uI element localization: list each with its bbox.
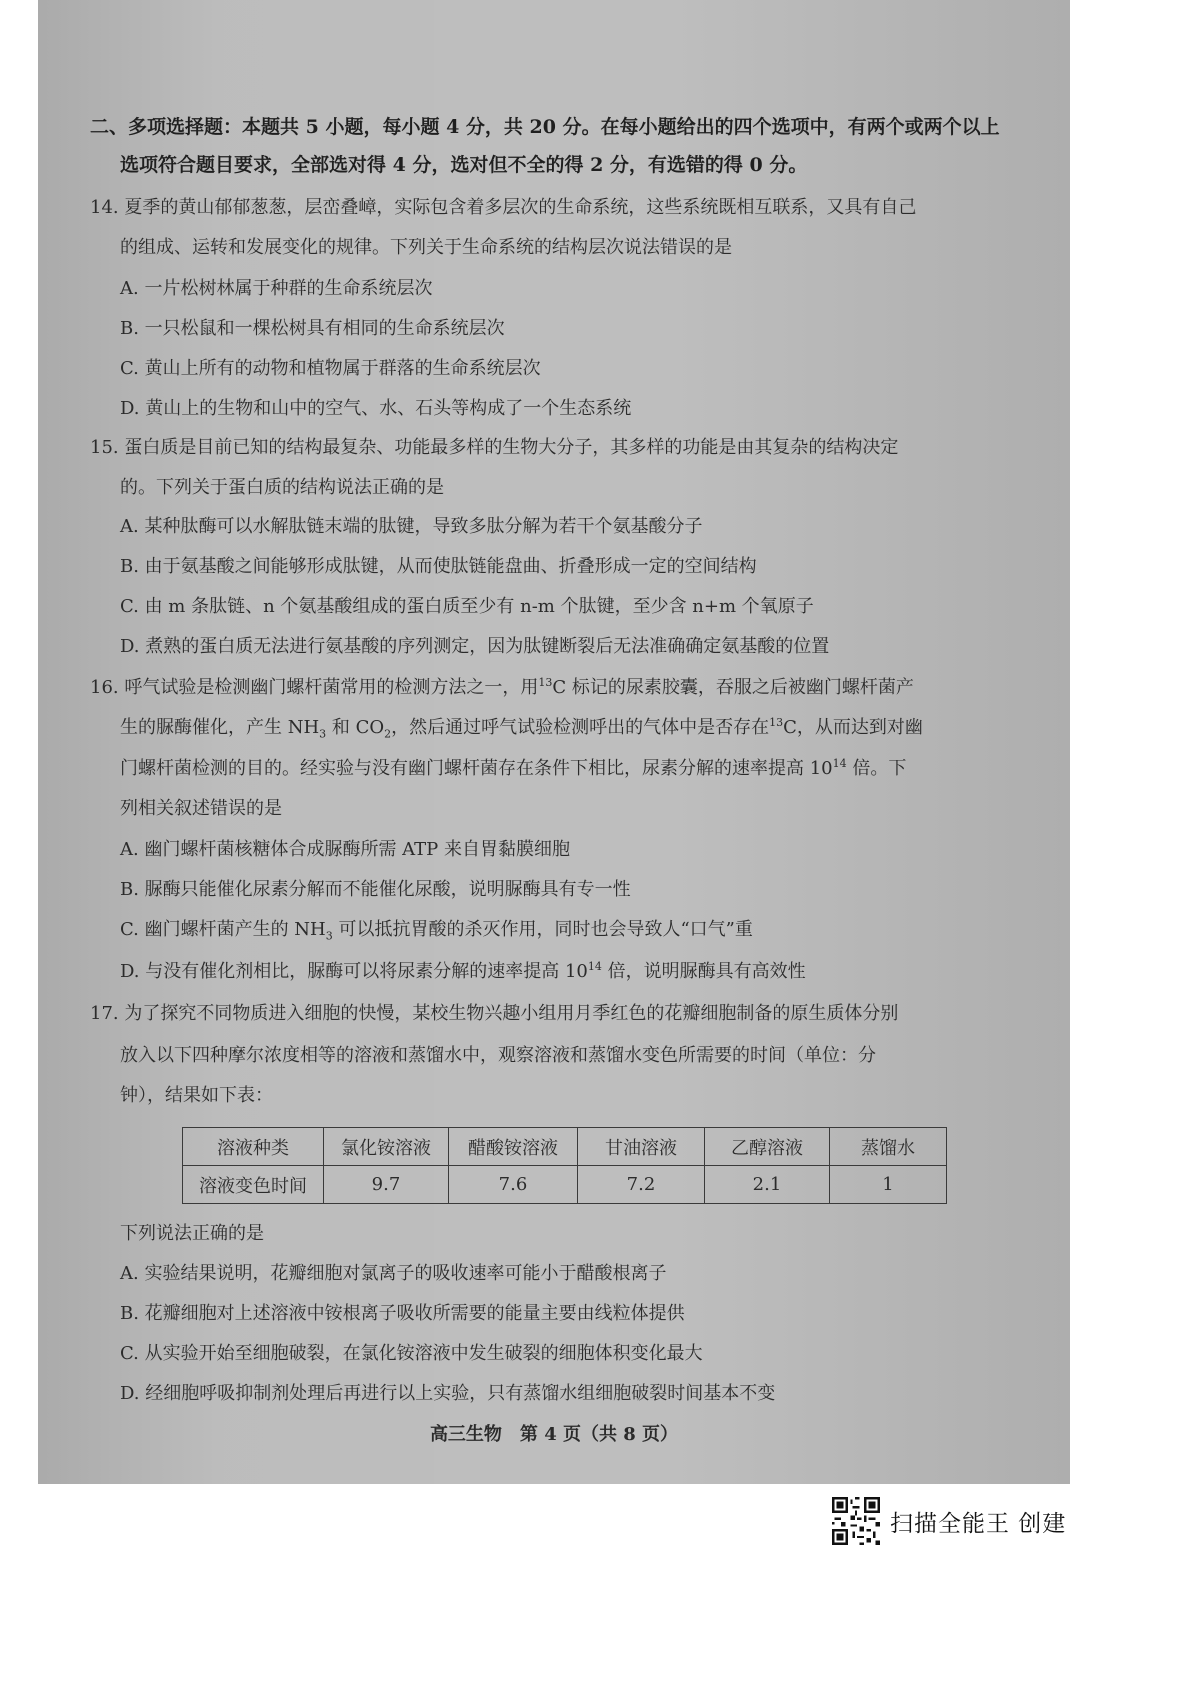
superscript: 13 xyxy=(538,676,553,689)
table-cell: 醋酸铵溶液 xyxy=(449,1128,578,1166)
q15-stem-line2: 的。下列关于蛋白质的结构说法正确的是 xyxy=(120,477,444,498)
q16-text: C 标记的尿素胶囊，吞服之后被幽门螺杆菌产 xyxy=(552,677,914,698)
q16-text: ，然后通过呼气试验检测呼出的气体中是否存在 xyxy=(391,717,770,738)
page-footer: 高三生物 第 4 页（共 8 页） xyxy=(429,1424,679,1445)
q16-text: 生的脲酶催化，产生 NH xyxy=(120,717,320,738)
q17-option-d: D. 经细胞呼吸抑制剂处理后再进行以上实验，只有蒸馏水组细胞破裂时间基本不变 xyxy=(120,1383,776,1404)
q15-option-b: B. 由于氨基酸之间能够形成肽键，从而使肽链能盘曲、折叠形成一定的空间结构 xyxy=(120,556,757,577)
q14-option-c: C. 黄山上所有的动物和植物属于群落的生命系统层次 xyxy=(120,358,541,379)
section-heading-line2: 选项符合题目要求，全部选对得 4 分，选对但不全的得 2 分，有选错的得 0 分。 xyxy=(120,154,808,176)
q16-text: 可以抵抗胃酸的杀灭作用，同时也会导致人“口气”重 xyxy=(332,919,753,940)
table-cell: 溶液种类 xyxy=(183,1128,324,1166)
q16-option-b: B. 脲酶只能催化尿素分解而不能催化尿酸，说明脲酶具有专一性 xyxy=(120,879,631,900)
table-cell: 7.2 xyxy=(578,1166,705,1204)
scanned-page xyxy=(38,0,1070,1484)
table-cell: 9.7 xyxy=(324,1166,449,1204)
scanner-watermark xyxy=(832,1496,1066,1546)
q17-prompt: 下列说法正确的是 xyxy=(120,1223,264,1244)
q17-stem-line1: 17. 为了探究不同物质进入细胞的快慢，某校生物兴趣小组用月季红色的花瓣细胞制备的原生质体分别 xyxy=(90,1003,899,1024)
scanner-watermark-text: 扫描全能王 创建 xyxy=(890,1510,1067,1537)
q16-text: C. 幽门螺杆菌产生的 NH xyxy=(120,919,326,940)
q17-stem-line2: 放入以下四种摩尔浓度相等的溶液和蒸馏水中，观察溶液和蒸馏水变色所需要的时间（单位：分 xyxy=(120,1045,876,1066)
q16-text: 16. 呼气试验是检测幽门螺杆菌常用的检测方法之一，用 xyxy=(90,677,539,698)
table-row xyxy=(183,1166,947,1204)
q15-stem-line1: 15. 蛋白质是目前已知的结构最复杂、功能最多样的生物大分子，其多样的功能是由其复杂的结构决定 xyxy=(90,437,899,458)
q14-option-d: D. 黄山上的生物和山中的空气、水、石头等构成了一个生态系统 xyxy=(120,398,632,419)
superscript: 13 xyxy=(769,716,784,729)
qr-code-icon xyxy=(832,1497,880,1545)
q16-text: 门螺杆菌检测的目的。经实验与没有幽门螺杆菌存在条件下相比，尿素分解的速率提高 10 xyxy=(120,758,833,779)
subscript: 3 xyxy=(319,727,327,741)
q17-option-a: A. 实验结果说明，花瓣细胞对氯离子的吸收速率可能小于醋酸根离子 xyxy=(120,1263,667,1284)
q17-option-b: B. 花瓣细胞对上述溶液中铵根离子吸收所需要的能量主要由线粒体提供 xyxy=(120,1303,685,1324)
q16-text: C，从而达到对幽 xyxy=(783,717,923,738)
table-cell: 2.1 xyxy=(705,1166,830,1204)
table-cell: 7.6 xyxy=(449,1166,578,1204)
q16-text: D. 与没有催化剂相比，脲酶可以将尿素分解的速率提高 10 xyxy=(120,961,588,982)
q17-results-table xyxy=(182,1127,947,1204)
q14-stem-line2: 的组成、运转和发展变化的规律。下列关于生命系统的结构层次说法错误的是 xyxy=(120,237,732,258)
table-cell: 乙醇溶液 xyxy=(705,1128,830,1166)
q14-option-b: B. 一只松鼠和一棵松树具有相同的生命系统层次 xyxy=(120,318,505,339)
q16-option-a: A. 幽门螺杆菌核糖体合成脲酶所需 ATP 来自胃黏膜细胞 xyxy=(120,839,571,860)
q16-option-d xyxy=(120,960,806,984)
q16-text: 和 CO xyxy=(326,717,385,738)
q14-stem-line1: 14. 夏季的黄山郁郁葱葱，层峦叠嶂，实际包含着多层次的生命系统，这些系统既相互联系，又具有自己 xyxy=(90,197,917,218)
q16-stem-line4: 列相关叙述错误的是 xyxy=(120,798,282,819)
q16-option-c xyxy=(120,918,753,942)
q15-option-a: A. 某种肽酶可以水解肽链末端的肽键，导致多肽分解为若干个氨基酸分子 xyxy=(120,516,703,537)
subscript: 2 xyxy=(384,727,392,741)
q17-stem-line3: 钟），结果如下表： xyxy=(120,1085,273,1106)
q16-stem-line2 xyxy=(120,716,923,740)
table-cell: 1 xyxy=(830,1166,947,1204)
table-cell: 溶液变色时间 xyxy=(183,1166,324,1204)
q17-option-c: C. 从实验开始至细胞破裂，在氯化铵溶液中发生破裂的细胞体积变化最大 xyxy=(120,1343,703,1364)
q16-text: 倍，说明脲酶具有高效性 xyxy=(601,961,806,982)
section-heading-line1: 二、多项选择题：本题共 5 小题，每小题 4 分，共 20 分。在每小题给出的四个选项中，有两个或两个以上 xyxy=(90,116,1000,138)
q15-option-c: C. 由 m 条肽链、n 个氨基酸组成的蛋白质至少有 n-m 个肽键，至少含 n+m 个氧原子 xyxy=(120,596,814,617)
superscript: 14 xyxy=(587,960,602,973)
q16-stem-line3 xyxy=(120,757,906,781)
q15-option-d: D. 煮熟的蛋白质无法进行氨基酸的序列测定，因为肽键断裂后无法准确确定氨基酸的位置 xyxy=(120,636,830,657)
table-cell: 甘油溶液 xyxy=(578,1128,705,1166)
table-cell: 氯化铵溶液 xyxy=(324,1128,449,1166)
q14-option-a: A. 一片松树林属于种群的生命系统层次 xyxy=(120,278,433,299)
table-cell: 蒸馏水 xyxy=(830,1128,947,1166)
q16-stem-line1 xyxy=(90,676,914,700)
table-header-row xyxy=(183,1128,947,1166)
subscript: 3 xyxy=(325,929,333,943)
superscript: 14 xyxy=(832,757,847,770)
q16-text: 倍。下 xyxy=(846,758,907,779)
